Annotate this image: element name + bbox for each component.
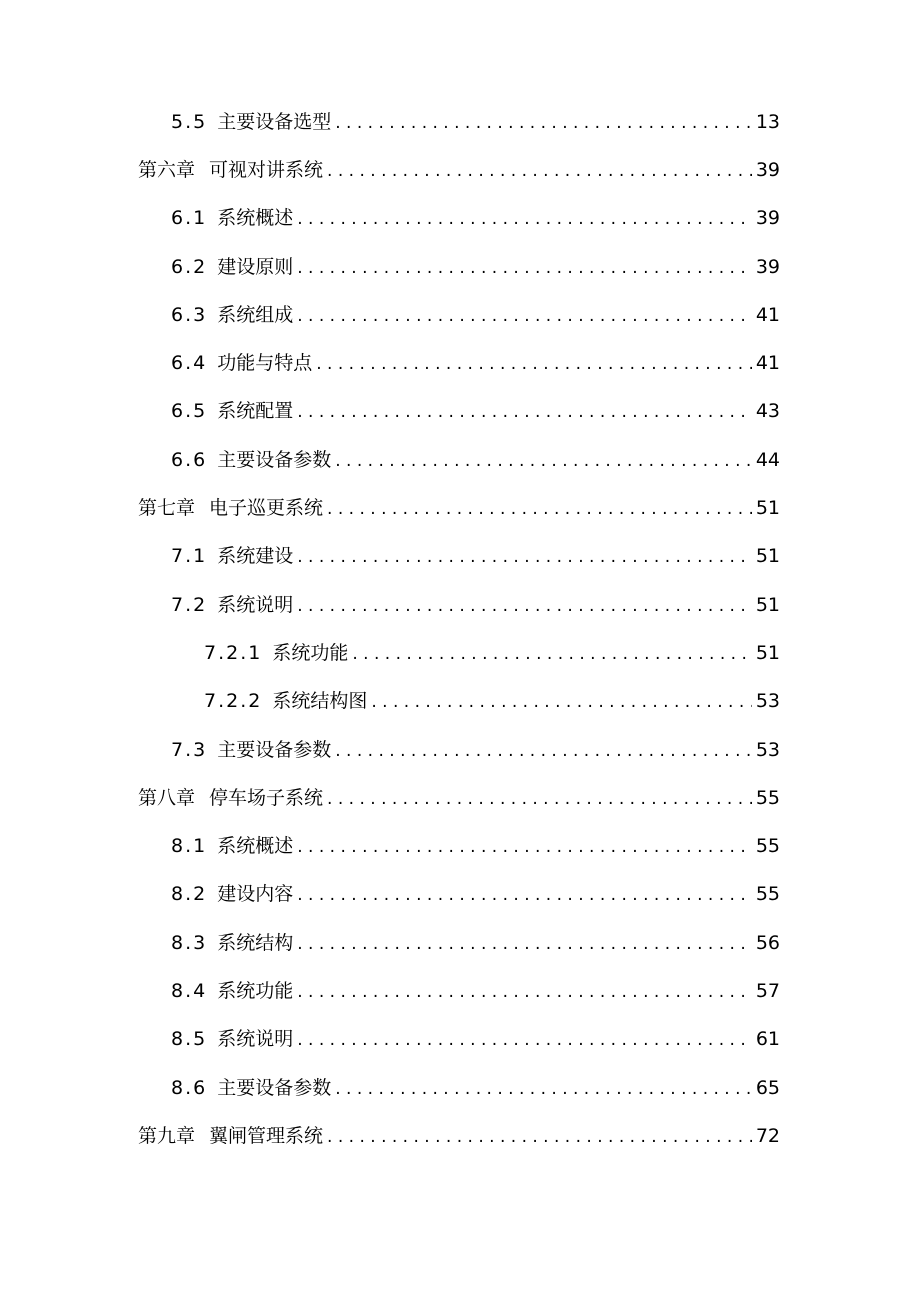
toc-entry-inner bbox=[171, 1076, 780, 1101]
toc-entry-title: 停车场子系统 bbox=[209, 786, 324, 809]
toc-entry-page: 56 bbox=[755, 931, 780, 954]
toc-entry[interactable] bbox=[0, 871, 920, 919]
toc-entry-inner bbox=[204, 641, 780, 666]
toc-entry-title: 功能与特点 bbox=[217, 352, 313, 375]
toc-entry-number: 8.5 bbox=[171, 1028, 208, 1051]
toc-dot-leader bbox=[327, 159, 752, 183]
toc-entry[interactable] bbox=[0, 726, 920, 774]
toc-entry-inner bbox=[171, 544, 780, 569]
toc-entry-inner bbox=[204, 689, 780, 714]
toc-entry-title: 系统配置 bbox=[217, 400, 294, 423]
toc-entry-page: 65 bbox=[755, 1076, 780, 1099]
toc-entry-inner bbox=[171, 882, 780, 907]
toc-entry-page: 39 bbox=[755, 158, 780, 181]
toc-entry-title: 系统结构图 bbox=[272, 690, 368, 713]
toc-entry-number: 8.4 bbox=[171, 979, 208, 1002]
toc-entry-inner bbox=[171, 448, 780, 473]
toc-dot-leader bbox=[297, 304, 752, 328]
toc-entry-number: 6.6 bbox=[171, 448, 208, 471]
toc-entry-number: 第八章 bbox=[138, 786, 196, 809]
toc-entry-title: 建设原则 bbox=[217, 255, 294, 278]
toc-entry-inner bbox=[171, 931, 780, 956]
toc-dot-leader bbox=[335, 1077, 752, 1101]
toc-entry-page: 72 bbox=[755, 1124, 780, 1147]
toc-entry-page: 51 bbox=[755, 545, 780, 568]
toc-entry-inner bbox=[138, 496, 780, 521]
toc-dot-leader bbox=[335, 449, 752, 473]
toc-entry[interactable] bbox=[0, 629, 920, 677]
toc-entry-inner bbox=[171, 206, 780, 231]
toc-entry-page: 39 bbox=[755, 207, 780, 230]
toc-dot-leader bbox=[297, 883, 752, 907]
toc-entry-number: 第九章 bbox=[138, 1124, 196, 1147]
toc-entry[interactable] bbox=[0, 195, 920, 243]
toc-entry-inner bbox=[138, 786, 780, 811]
toc-dot-leader bbox=[297, 545, 752, 569]
toc-entry-page: 39 bbox=[755, 255, 780, 278]
toc-entry-number: 7.2.2 bbox=[204, 690, 263, 713]
toc-dot-leader bbox=[297, 835, 752, 859]
toc-entry-inner bbox=[171, 834, 780, 859]
toc-entry-page: 51 bbox=[755, 641, 780, 664]
toc-dot-leader bbox=[297, 932, 752, 956]
toc-entry-inner bbox=[138, 1124, 780, 1149]
toc-entry-inner bbox=[171, 593, 780, 618]
toc-entry-number: 7.1 bbox=[171, 545, 208, 568]
toc-entry[interactable] bbox=[0, 388, 920, 436]
toc-entry-title: 系统结构 bbox=[217, 931, 294, 954]
toc-entry-number: 7.2 bbox=[171, 593, 208, 616]
toc-entry-number: 5.5 bbox=[171, 110, 208, 133]
toc-entry-title: 主要设备参数 bbox=[217, 448, 332, 471]
toc-entry-title: 系统概述 bbox=[217, 207, 294, 230]
toc-entry-title: 系统功能 bbox=[217, 979, 294, 1002]
toc-entry-title: 电子巡更系统 bbox=[209, 497, 324, 520]
toc-entry-page: 44 bbox=[755, 448, 780, 471]
toc-entry-page: 43 bbox=[755, 400, 780, 423]
toc-entry[interactable] bbox=[0, 822, 920, 870]
toc-dot-leader bbox=[335, 739, 752, 763]
toc-entry-page: 51 bbox=[755, 593, 780, 616]
toc-entry-inner bbox=[138, 158, 780, 183]
toc-entry-title: 建设内容 bbox=[217, 883, 294, 906]
toc-dot-leader bbox=[327, 787, 752, 811]
toc-entry-page: 41 bbox=[755, 352, 780, 375]
table-of-contents bbox=[0, 98, 920, 1161]
toc-entry[interactable] bbox=[0, 1016, 920, 1064]
toc-entry-page: 55 bbox=[755, 835, 780, 858]
toc-entry-page: 55 bbox=[755, 786, 780, 809]
toc-entry-page: 57 bbox=[755, 979, 780, 1002]
toc-entry-page: 61 bbox=[755, 1028, 780, 1051]
toc-entry-title: 翼闸管理系统 bbox=[209, 1124, 324, 1147]
toc-entry-title: 系统概述 bbox=[217, 835, 294, 858]
toc-entry-title: 系统说明 bbox=[217, 593, 294, 616]
toc-entry-title: 主要设备参数 bbox=[217, 1076, 332, 1099]
toc-entry-title: 系统组成 bbox=[217, 303, 294, 326]
toc-entry-number: 6.4 bbox=[171, 352, 208, 375]
toc-entry[interactable] bbox=[0, 1112, 920, 1160]
toc-entry-inner bbox=[171, 255, 780, 280]
toc-entry-page: 53 bbox=[755, 738, 780, 761]
toc-entry-page: 51 bbox=[755, 497, 780, 520]
toc-entry[interactable] bbox=[0, 436, 920, 484]
toc-entry-inner bbox=[171, 979, 780, 1004]
toc-entry[interactable] bbox=[0, 533, 920, 581]
toc-entry[interactable] bbox=[0, 967, 920, 1015]
toc-entry[interactable] bbox=[0, 146, 920, 194]
toc-entry-number: 第七章 bbox=[138, 497, 196, 520]
toc-entry[interactable] bbox=[0, 774, 920, 822]
toc-dot-leader bbox=[327, 1125, 752, 1149]
toc-entry-page: 13 bbox=[755, 110, 780, 133]
toc-entry-number: 8.6 bbox=[171, 1076, 208, 1099]
toc-dot-leader bbox=[352, 642, 751, 666]
toc-entry[interactable] bbox=[0, 581, 920, 629]
toc-entry-inner bbox=[171, 399, 780, 424]
toc-dot-leader bbox=[297, 594, 752, 618]
toc-entry-title: 主要设备参数 bbox=[217, 738, 332, 761]
toc-entry-number: 6.2 bbox=[171, 255, 208, 278]
toc-dot-leader bbox=[297, 1028, 752, 1052]
toc-entry-inner bbox=[171, 738, 780, 763]
toc-entry-number: 第六章 bbox=[138, 158, 196, 181]
toc-entry-number: 7.2.1 bbox=[204, 641, 263, 664]
toc-entry-title: 可视对讲系统 bbox=[209, 158, 324, 181]
toc-entry-title: 系统说明 bbox=[217, 1028, 294, 1051]
toc-entry-number: 7.3 bbox=[171, 738, 208, 761]
toc-entry-inner bbox=[171, 303, 780, 328]
toc-entry-number: 8.3 bbox=[171, 931, 208, 954]
toc-entry[interactable] bbox=[0, 291, 920, 339]
toc-dot-leader bbox=[297, 980, 752, 1004]
toc-dot-leader bbox=[297, 400, 752, 424]
toc-entry-inner bbox=[171, 1027, 780, 1052]
toc-entry-page: 55 bbox=[755, 883, 780, 906]
toc-entry-number: 8.1 bbox=[171, 835, 208, 858]
toc-entry-number: 6.5 bbox=[171, 400, 208, 423]
toc-entry-number: 8.2 bbox=[171, 883, 208, 906]
toc-entry[interactable] bbox=[0, 484, 920, 532]
toc-entry-number: 6.3 bbox=[171, 303, 208, 326]
toc-entry-title: 系统功能 bbox=[272, 641, 349, 664]
toc-dot-leader bbox=[335, 111, 752, 135]
toc-entry[interactable] bbox=[0, 243, 920, 291]
toc-entry-page: 53 bbox=[755, 690, 780, 713]
toc-dot-leader bbox=[297, 207, 752, 231]
toc-entry[interactable] bbox=[0, 98, 920, 146]
toc-entry-title: 主要设备选型 bbox=[217, 110, 332, 133]
toc-dot-leader bbox=[316, 352, 752, 376]
toc-entry-page: 41 bbox=[755, 303, 780, 326]
toc-entry-inner bbox=[171, 110, 780, 135]
toc-dot-leader bbox=[327, 497, 752, 521]
toc-entry-title: 系统建设 bbox=[217, 545, 294, 568]
toc-dot-leader bbox=[297, 256, 752, 280]
toc-entry-number: 6.1 bbox=[171, 207, 208, 230]
toc-entry[interactable] bbox=[0, 339, 920, 387]
toc-entry[interactable] bbox=[0, 1064, 920, 1112]
toc-dot-leader bbox=[371, 690, 751, 714]
toc-entry[interactable] bbox=[0, 919, 920, 967]
toc-entry-inner bbox=[171, 351, 780, 376]
toc-entry[interactable] bbox=[0, 678, 920, 726]
